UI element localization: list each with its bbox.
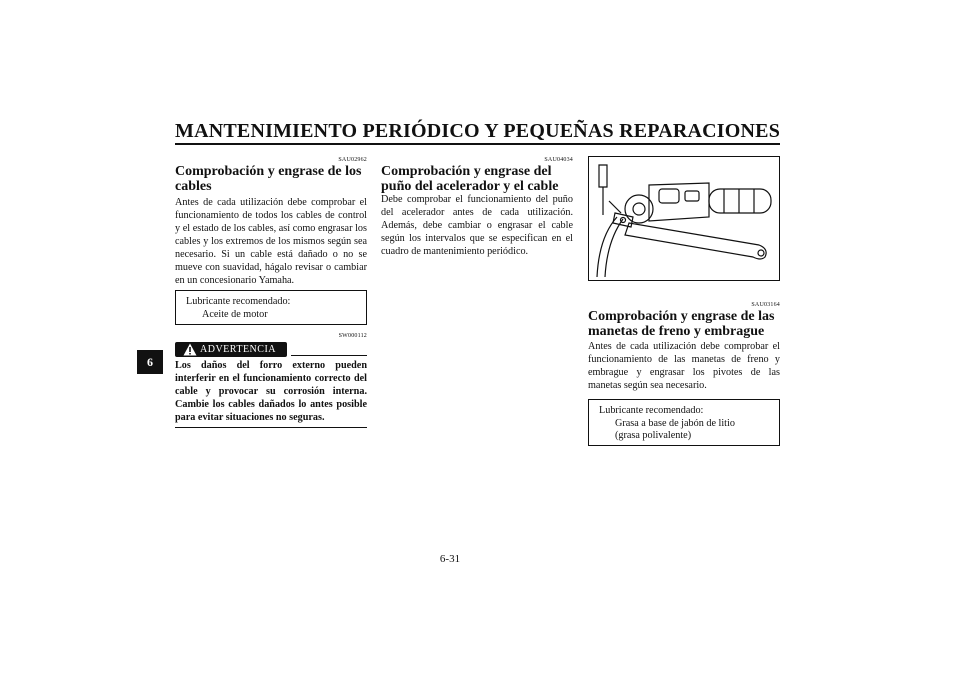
chapter-tab: 6	[137, 350, 163, 374]
page-header-title: MANTENIMIENTO PERIÓDICO Y PEQUEÑAS REPARACIONES	[175, 120, 781, 142]
lubricant-value: Grasa a base de jabón de litio	[615, 417, 735, 429]
lubricant-value: Aceite de motor	[202, 308, 268, 320]
lubricant-box-levers	[588, 399, 780, 446]
warning-label: ADVERTENCIA	[200, 344, 277, 355]
section-code-throttle: SAU04034	[544, 157, 573, 163]
warning-end-rule	[175, 427, 367, 428]
page-number: 6-31	[439, 553, 461, 565]
section-code-levers: SAU03164	[751, 302, 780, 308]
lubricant-label: Lubricante recomendado:	[186, 296, 291, 307]
section-heading-cables: Comprobación y engrase de los cables	[175, 164, 362, 194]
handlebar-lever-illustration	[588, 156, 780, 281]
warning-code: SW000112	[338, 333, 367, 339]
warning-text: Los daños del forro externo pueden interferir en el funcionamiento correcto del cable y provocar su corrosión interna. Cambie los cables dañados lo antes posible para evitar situaciones no seguras.	[175, 360, 367, 423]
section-body-throttle: Debe comprobar el funcionamiento del puño del acelerador antes de cada utilización. Además, debe cambiar o engrasar el cable según los intervalos que se especifican en el cuadro de mantenimiento periódico.	[381, 194, 573, 257]
section-body-cables: Antes de cada utilización debe comprobar el funcionamiento de todos los cables de control y el estado de los cables, así como engrasar los cables y los extremos de los mismos según sea necesario. Si un cable está dañado o no se mueve con suavidad, hágalo revisar o cambiar en un concesionario Yamaha.	[175, 197, 367, 286]
warning-header	[175, 342, 367, 358]
section-body-levers: Antes de cada utilización debe comprobar el funcionamiento de las manetas de freno y embrague y engrasar los pivotes de las manetas según sea necesario.	[588, 341, 780, 391]
lubricant-note: (grasa polivalente)	[615, 430, 692, 441]
warning-header-rule	[291, 355, 367, 356]
section-heading-throttle: Comprobación y engrase del puño del acelerador y el cable	[381, 164, 559, 194]
lubricant-label: Lubricante recomendado:	[599, 405, 704, 416]
lubricant-box-cables	[175, 290, 367, 325]
section-heading-levers: Comprobación y engrase de las manetas de freno y embrague	[588, 309, 775, 339]
warning-badge	[175, 342, 287, 357]
header-rule	[175, 143, 780, 145]
lever-drawing-icon	[589, 157, 779, 280]
section-code-cables: SAU02962	[338, 157, 367, 163]
warning-triangle-icon	[183, 343, 197, 356]
